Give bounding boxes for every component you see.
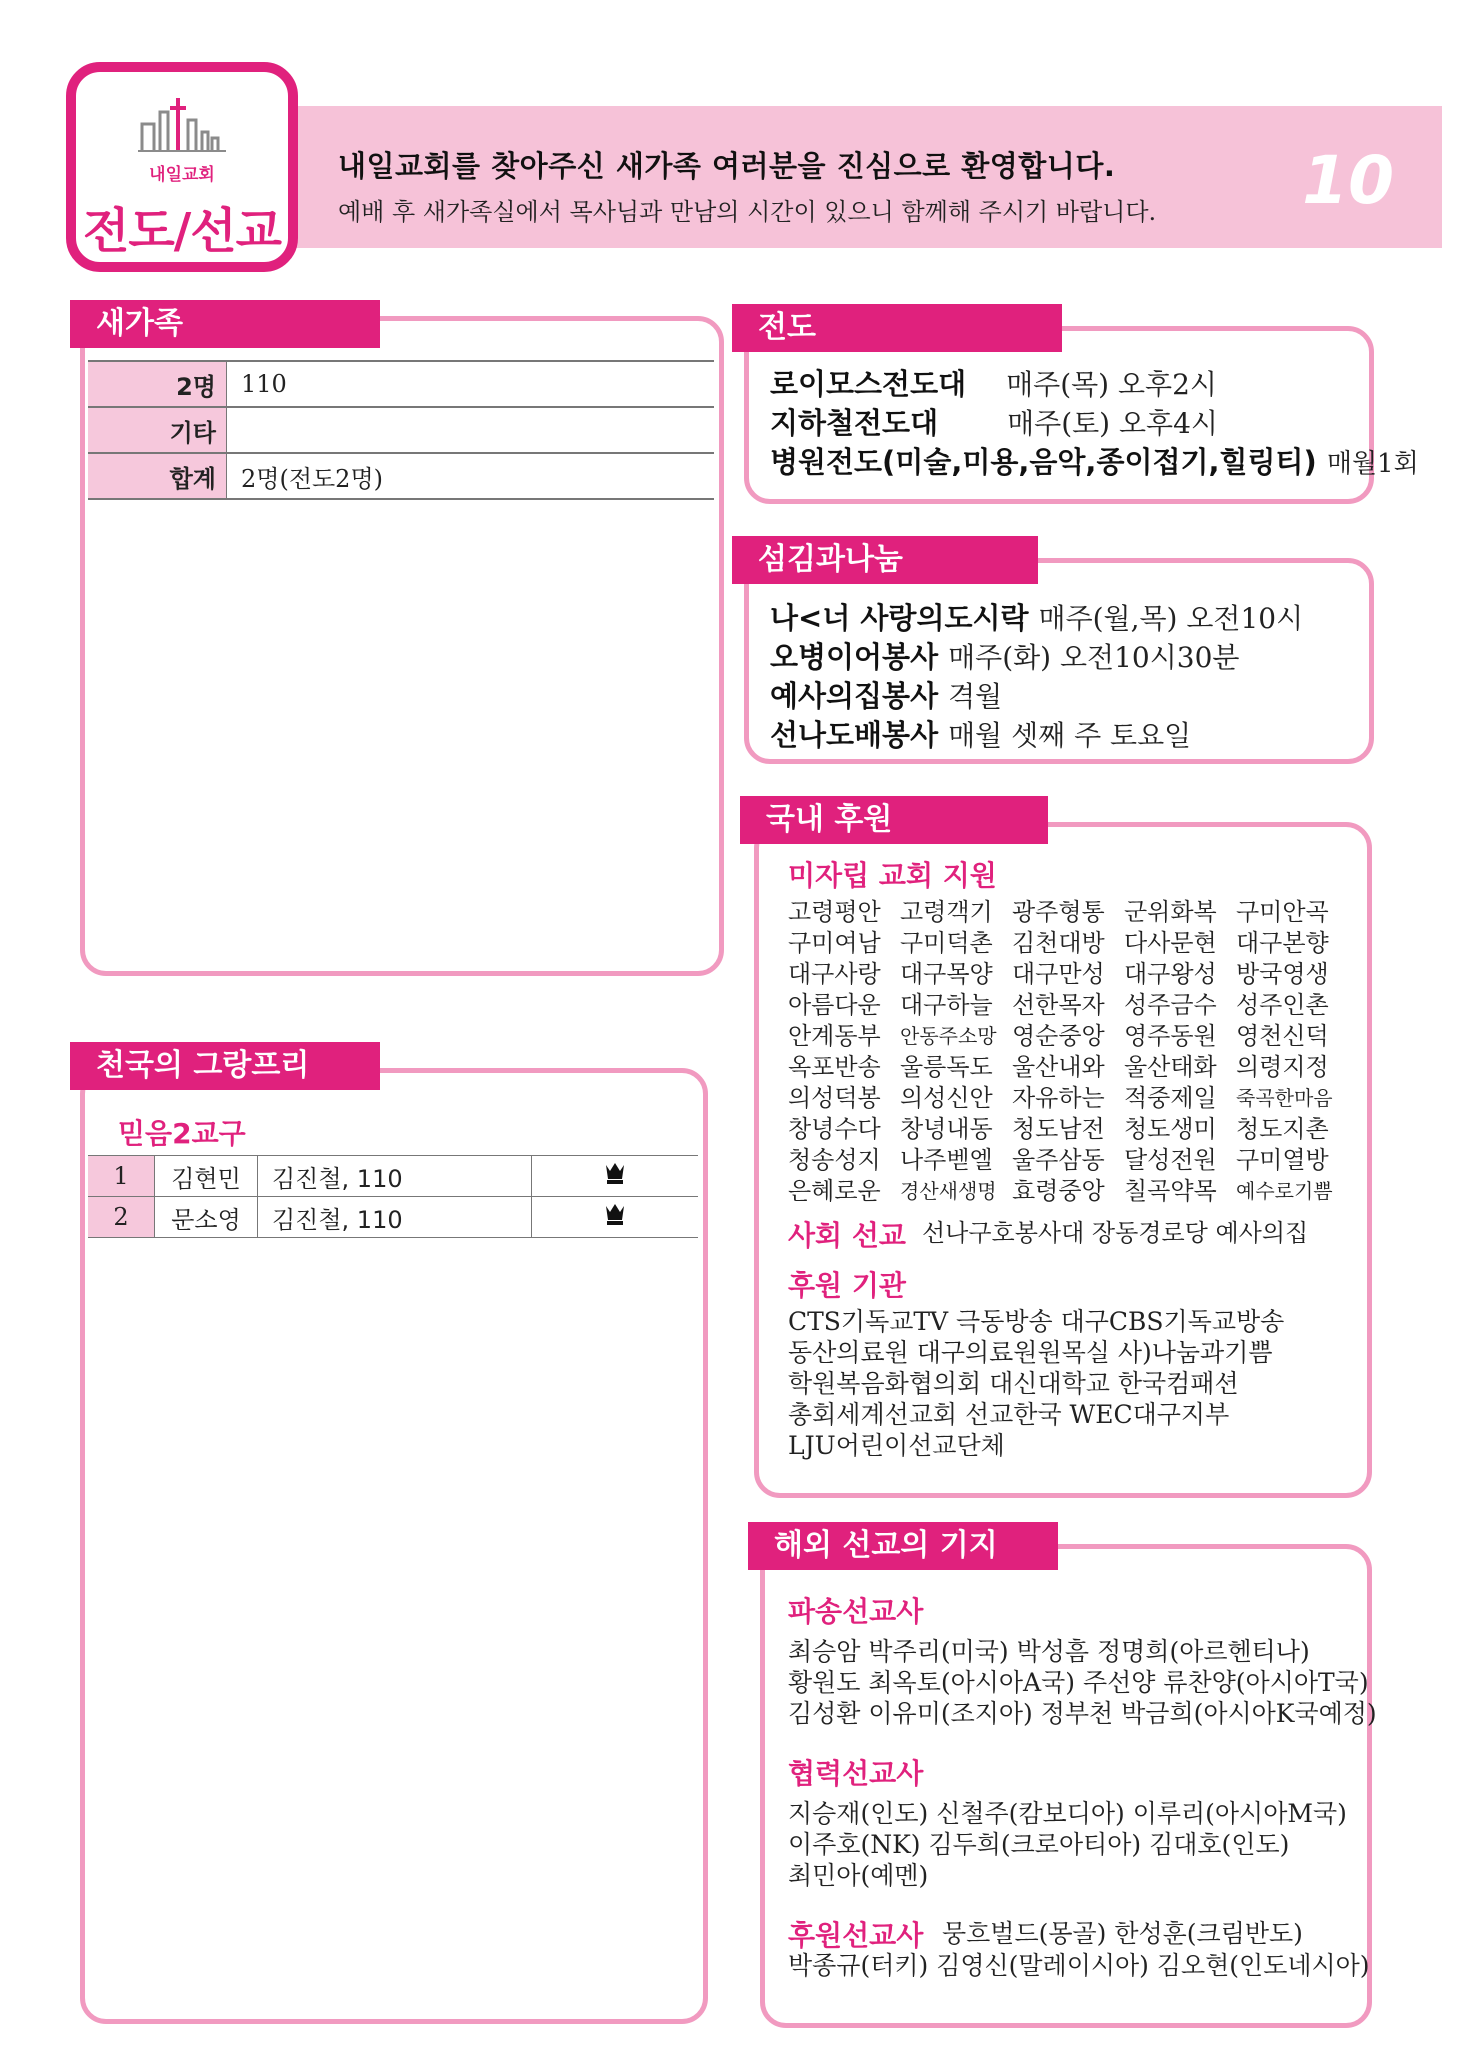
church-item: 의성덕봉 — [788, 1084, 881, 1112]
church-item: 칠곡약목 — [1124, 1177, 1217, 1205]
church-item: 죽곡한마음 — [1236, 1086, 1333, 1110]
church-item: 안동주소망 — [900, 1024, 997, 1048]
service-time: 매주(화) 오전10시30분 — [948, 641, 1240, 674]
supported-missionary-line: 뭉흐벌드(몽골) 한성훈(크림반도) — [942, 1919, 1303, 1948]
row-value — [227, 407, 715, 453]
church-item: 울릉독도 — [900, 1053, 993, 1081]
sent-missionary-line: 최승암 박주리(미국) 박성흠 정명희(아르헨티나) — [788, 1637, 1310, 1666]
church-item: 광주형통 — [1012, 898, 1105, 926]
evangelism-time: 매주(목) 오후2시 — [1006, 368, 1217, 401]
logo-church-name: 내일교회 — [149, 165, 215, 185]
church-item: 영천신덕 — [1236, 1022, 1329, 1050]
church-item: 구미여남 — [788, 929, 881, 957]
service-time: 매주(월,목) 오전10시 — [1038, 602, 1304, 635]
table-row — [88, 361, 714, 407]
church-item: 대구만성 — [1012, 960, 1105, 988]
section-title: 전도/선교 — [82, 203, 281, 259]
table-row — [88, 1156, 698, 1197]
church-item: 안계동부 — [788, 1022, 881, 1050]
church-item: 대구사랑 — [788, 960, 881, 988]
church-item: 효령중앙 — [1012, 1177, 1105, 1205]
grand-prix-group: 믿음2교구 — [118, 1117, 246, 1150]
church-item: 아름다운 — [788, 991, 881, 1019]
church-item: 청도남전 — [1012, 1115, 1105, 1143]
church-item: 의령지정 — [1236, 1053, 1329, 1081]
church-item: 달성전원 — [1124, 1146, 1217, 1174]
overseas-mission-title: 해외 선교의 기지 — [748, 1522, 1058, 1570]
welcome-line-1: 내일교회를 찾아주신 새가족 여러분을 진심으로 환영합니다. — [338, 149, 1116, 183]
evangelism-time: 매주(토) 오후4시 — [1007, 407, 1218, 440]
org-line: LJU어린이선교단체 — [788, 1431, 1005, 1460]
org-line: CTS기독교TV 극동방송 대구CBS기독교방송 — [788, 1307, 1285, 1336]
church-item: 대구왕성 — [1124, 960, 1217, 988]
evangelism-row — [770, 440, 1419, 481]
table-row — [88, 407, 714, 453]
church-item: 옥포반송 — [788, 1053, 881, 1081]
church-item: 고령평안 — [788, 898, 881, 926]
service-name: 선나도배봉사 — [770, 718, 939, 752]
partner-missionary-line: 최민아(예멘) — [788, 1861, 929, 1890]
service-row — [770, 674, 1002, 715]
row-value: 2명(전도2명) — [227, 453, 715, 499]
page-number: 10 — [1302, 142, 1394, 219]
row-number: 2 — [88, 1197, 155, 1238]
church-item: 구미안곡 — [1236, 898, 1329, 926]
service-title: 섬김과나눔 — [732, 536, 1038, 584]
church-item: 경산새생명 — [900, 1179, 997, 1203]
row-name: 문소영 — [155, 1197, 258, 1238]
church-item: 울주삼동 — [1012, 1146, 1105, 1174]
partner-missionary-line: 지승재(인도) 신철주(캄보디아) 이루리(아시아M국) — [788, 1799, 1347, 1828]
grand-prix-title: 천국의 그랑프리 — [70, 1042, 380, 1090]
church-item: 적중제일 — [1124, 1084, 1217, 1112]
church-skyline-icon — [138, 94, 226, 154]
service-time: 매월 셋째 주 토요일 — [948, 719, 1192, 752]
evangelism-name: 로이모스전도대 — [770, 367, 967, 401]
supported-missionary-line: 박종규(터키) 김영신(말레이시아) 김오현(인도네시아) — [788, 1951, 1370, 1980]
service-time: 격월 — [948, 680, 1003, 713]
crown-icon — [604, 1202, 626, 1226]
row-value: 110 — [227, 361, 715, 407]
new-family-table — [88, 360, 714, 500]
sent-missionary-line: 김성환 이유미(조지아) 정부천 박금희(아시아K국예정) — [788, 1699, 1377, 1728]
church-item: 대구본향 — [1236, 929, 1329, 957]
evangelism-row — [770, 362, 1217, 403]
church-item: 구미열방 — [1236, 1146, 1329, 1174]
row-label: 2명 — [88, 361, 227, 407]
grand-prix-table — [88, 1155, 698, 1238]
new-family-title: 새가족 — [70, 300, 380, 348]
service-row — [770, 635, 1239, 676]
church-item: 예수로기쁨 — [1236, 1179, 1333, 1203]
service-row — [770, 596, 1303, 637]
church-item: 구미덕촌 — [900, 929, 993, 957]
church-item: 청송성지 — [788, 1146, 881, 1174]
church-item: 선한목자 — [1012, 991, 1105, 1019]
evangelism-name: 지하철전도대 — [770, 406, 939, 440]
service-name: 예사의집봉사 — [770, 679, 939, 713]
church-item: 영순중앙 — [1012, 1022, 1105, 1050]
church-item: 영주동원 — [1124, 1022, 1217, 1050]
welcome-banner — [290, 106, 1442, 248]
church-item: 대구목양 — [900, 960, 993, 988]
evangelism-title: 전도 — [732, 304, 1062, 352]
church-item: 자유하는 — [1012, 1084, 1105, 1112]
church-item: 청도생미 — [1124, 1115, 1217, 1143]
church-item: 나주벧엘 — [900, 1146, 993, 1174]
overseas-sub-supported: 후원선교사 — [788, 1919, 924, 1952]
service-name: 나<너 사랑의도시락 — [770, 601, 1029, 635]
row-name: 김현민 — [155, 1156, 258, 1197]
domestic-support-title: 국내 후원 — [740, 796, 1048, 844]
evangelism-name: 병원전도(미술,미용,음악,종이접기,힐링티) — [770, 445, 1317, 479]
church-item: 방국영생 — [1236, 960, 1329, 988]
church-item: 다사문현 — [1124, 929, 1217, 957]
church-item: 군위화복 — [1124, 898, 1217, 926]
partner-missionary-line: 이주호(NK) 김두희(크로아티아) 김대호(인도) — [788, 1830, 1290, 1859]
church-item: 울산내와 — [1012, 1053, 1105, 1081]
evangelism-row — [770, 401, 1218, 442]
church-item: 울산태화 — [1124, 1053, 1217, 1081]
evangelism-time: 매월1회 — [1326, 449, 1419, 479]
row-label: 기타 — [88, 407, 227, 453]
domestic-sub-social: 사회 선교 — [788, 1219, 906, 1252]
crown-icon — [604, 1161, 626, 1185]
overseas-sub-sent: 파송선교사 — [788, 1595, 924, 1628]
overseas-sub-partner: 협력선교사 — [788, 1757, 924, 1790]
row-label: 합계 — [88, 453, 227, 499]
row-number: 1 — [88, 1156, 155, 1197]
social-mission-items: 선나구호봉사대 장동경로당 예사의집 — [922, 1219, 1309, 1247]
row-info: 김진철, 110 — [258, 1197, 532, 1238]
church-item: 김천대방 — [1012, 929, 1105, 957]
church-item: 고령객기 — [900, 898, 993, 926]
service-row — [770, 713, 1191, 754]
section-logo-box — [66, 62, 298, 272]
church-item: 성주금수 — [1124, 991, 1217, 1019]
table-row — [88, 453, 714, 499]
org-line: 동산의료원 대구의료원원목실 사)나눔과기쁨 — [788, 1338, 1273, 1367]
domestic-sub-orgs: 후원 기관 — [788, 1269, 906, 1302]
table-row — [88, 1197, 698, 1238]
sent-missionary-line: 황원도 최옥토(아시아A국) 주선양 류찬양(아시아T국) — [788, 1668, 1369, 1697]
service-name: 오병이어봉사 — [770, 640, 939, 674]
row-info: 김진철, 110 — [258, 1156, 532, 1197]
welcome-line-2: 예배 후 새가족실에서 목사님과 만남의 시간이 있으니 함께해 주시기 바랍니다. — [338, 198, 1157, 226]
church-item: 은혜로운 — [788, 1177, 881, 1205]
org-line: 학원복음화협의회 대신대학교 한국컴패션 — [788, 1369, 1239, 1398]
org-line: 총회세계선교회 선교한국 WEC대구지부 — [788, 1400, 1230, 1429]
church-item: 청도지촌 — [1236, 1115, 1329, 1143]
church-item: 대구하늘 — [900, 991, 993, 1019]
church-item: 의성신안 — [900, 1084, 993, 1112]
church-list — [788, 897, 1348, 1207]
domestic-sub-unsupported: 미자립 교회 지원 — [788, 859, 997, 892]
church-item: 성주인촌 — [1236, 991, 1329, 1019]
church-item: 창녕내동 — [900, 1115, 993, 1143]
church-item: 창녕수다 — [788, 1115, 881, 1143]
